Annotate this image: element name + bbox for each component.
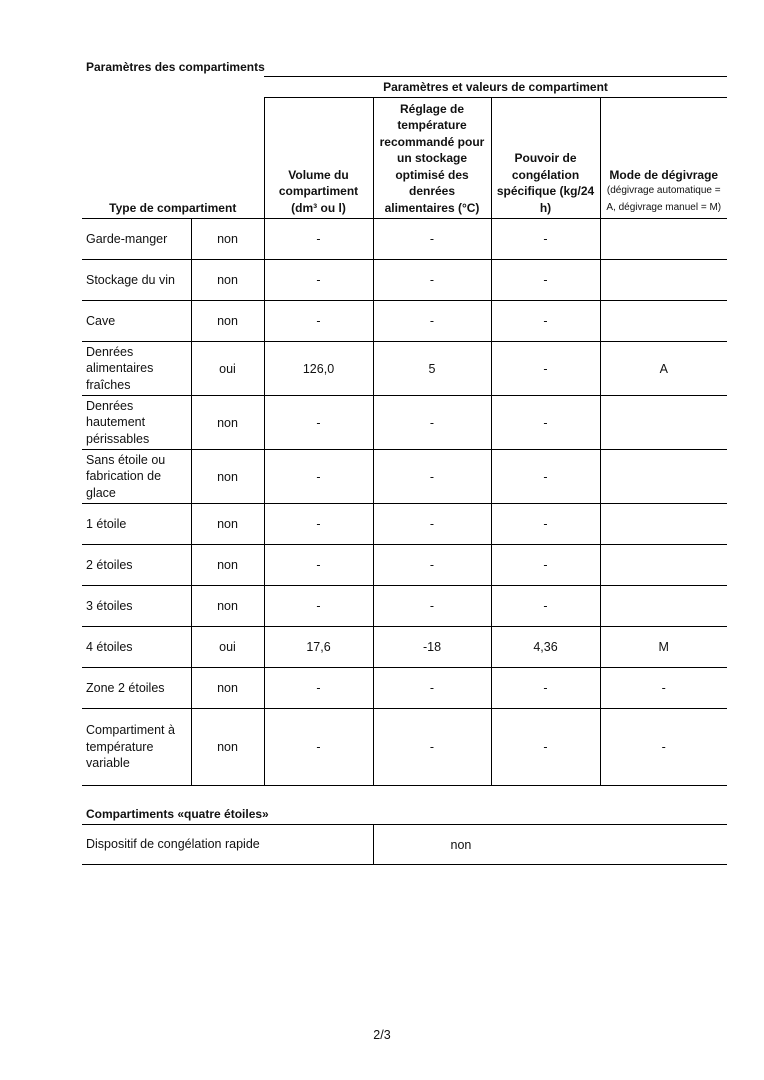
row-volume: - (264, 545, 373, 586)
defrost-note: (dégivrage automatique = A, dégivrage manuel = M) (606, 185, 722, 213)
row-temp: 5 (373, 342, 491, 396)
row-freeze: - (491, 504, 600, 545)
row-freeze: - (491, 668, 600, 709)
row-defrost (600, 260, 727, 301)
row-present: non (191, 504, 264, 545)
row-temp: - (373, 219, 491, 260)
row-type: Denrées hautement périssables (82, 396, 191, 450)
row-defrost: - (600, 668, 727, 709)
row-freeze: - (491, 342, 600, 396)
row-present: non (191, 260, 264, 301)
group-header: Paramètres et valeurs de compartiment (264, 77, 727, 98)
page-number: 2/3 (373, 1028, 391, 1042)
row-present: oui (191, 342, 264, 396)
row-defrost (600, 504, 727, 545)
row-present: non (191, 668, 264, 709)
row-freeze: - (491, 586, 600, 627)
row-defrost (600, 586, 727, 627)
row-type: 3 étoiles (82, 586, 191, 627)
row-volume: 17,6 (264, 627, 373, 668)
row-defrost (600, 219, 727, 260)
row-volume: - (264, 301, 373, 342)
row-present: non (191, 586, 264, 627)
row-temp: - (373, 396, 491, 450)
compartments-section-title: Paramètres des compartiments (86, 60, 265, 74)
row-volume: 126,0 (264, 342, 373, 396)
row-present: non (191, 709, 264, 786)
row-present: oui (191, 627, 264, 668)
col-header-freeze: Pouvoir de congélation spécifique (kg/24 h) (491, 98, 600, 219)
row-type: 1 étoile (82, 504, 191, 545)
quick-freeze-value: non (373, 825, 727, 865)
table-row (82, 709, 727, 786)
col-header-volume: Volume du compartiment (dm³ ou l) (264, 98, 373, 219)
row-type: Garde-manger (82, 219, 191, 260)
row-volume: - (264, 260, 373, 301)
row-temp: - (373, 260, 491, 301)
row-type: Compartiment à température variable (82, 709, 191, 786)
row-temp: - (373, 709, 491, 786)
row-present: non (191, 450, 264, 504)
table-row (82, 825, 727, 865)
row-type: 2 étoiles (82, 545, 191, 586)
row-freeze: - (491, 450, 600, 504)
defrost-title: Mode de dégivrage (609, 167, 719, 182)
col-header-type: Type de compartiment (82, 98, 264, 219)
table-row (82, 450, 727, 504)
row-type: Denrées alimentaires fraîches (82, 342, 191, 396)
row-defrost (600, 396, 727, 450)
quick-freeze-label: Dispositif de congélation rapide (82, 825, 373, 865)
table-row (82, 342, 727, 396)
row-defrost: - (600, 709, 727, 786)
row-present: non (191, 301, 264, 342)
row-temp: - (373, 668, 491, 709)
row-volume: - (264, 586, 373, 627)
row-temp: - (373, 504, 491, 545)
row-volume: - (264, 668, 373, 709)
table-row (82, 627, 727, 668)
row-volume: - (264, 396, 373, 450)
table-row (82, 668, 727, 709)
compartments-table (82, 76, 727, 786)
row-present: non (191, 545, 264, 586)
row-volume: - (264, 219, 373, 260)
row-type: Cave (82, 301, 191, 342)
row-type: Sans étoile ou fabrication de glace (82, 450, 191, 504)
row-temp: -18 (373, 627, 491, 668)
table-row (82, 545, 727, 586)
table-row (82, 504, 727, 545)
row-temp: - (373, 545, 491, 586)
row-freeze: - (491, 219, 600, 260)
row-defrost: M (600, 627, 727, 668)
table-row (82, 260, 727, 301)
table-row (82, 301, 727, 342)
row-defrost: A (600, 342, 727, 396)
row-present: non (191, 219, 264, 260)
row-temp: - (373, 586, 491, 627)
four-star-table (82, 824, 727, 865)
row-freeze: - (491, 301, 600, 342)
row-defrost (600, 301, 727, 342)
table-row (82, 219, 727, 260)
row-type: Zone 2 étoiles (82, 668, 191, 709)
row-defrost (600, 545, 727, 586)
row-type: Stockage du vin (82, 260, 191, 301)
row-freeze: - (491, 545, 600, 586)
row-freeze: - (491, 709, 600, 786)
row-freeze: - (491, 396, 600, 450)
row-temp: - (373, 301, 491, 342)
row-temp: - (373, 450, 491, 504)
col-header-defrost (600, 98, 727, 219)
row-freeze: - (491, 260, 600, 301)
col-header-temp: Réglage de température recommandé pour un stockage optimisé des denrées alimentaires (°C) (373, 98, 491, 219)
row-volume: - (264, 504, 373, 545)
row-volume: - (264, 709, 373, 786)
row-defrost (600, 450, 727, 504)
four-star-section-title: Compartiments «quatre étoiles» (86, 807, 269, 821)
table-row (82, 396, 727, 450)
row-type: 4 étoiles (82, 627, 191, 668)
row-volume: - (264, 450, 373, 504)
row-freeze: 4,36 (491, 627, 600, 668)
table-row (82, 586, 727, 627)
row-present: non (191, 396, 264, 450)
